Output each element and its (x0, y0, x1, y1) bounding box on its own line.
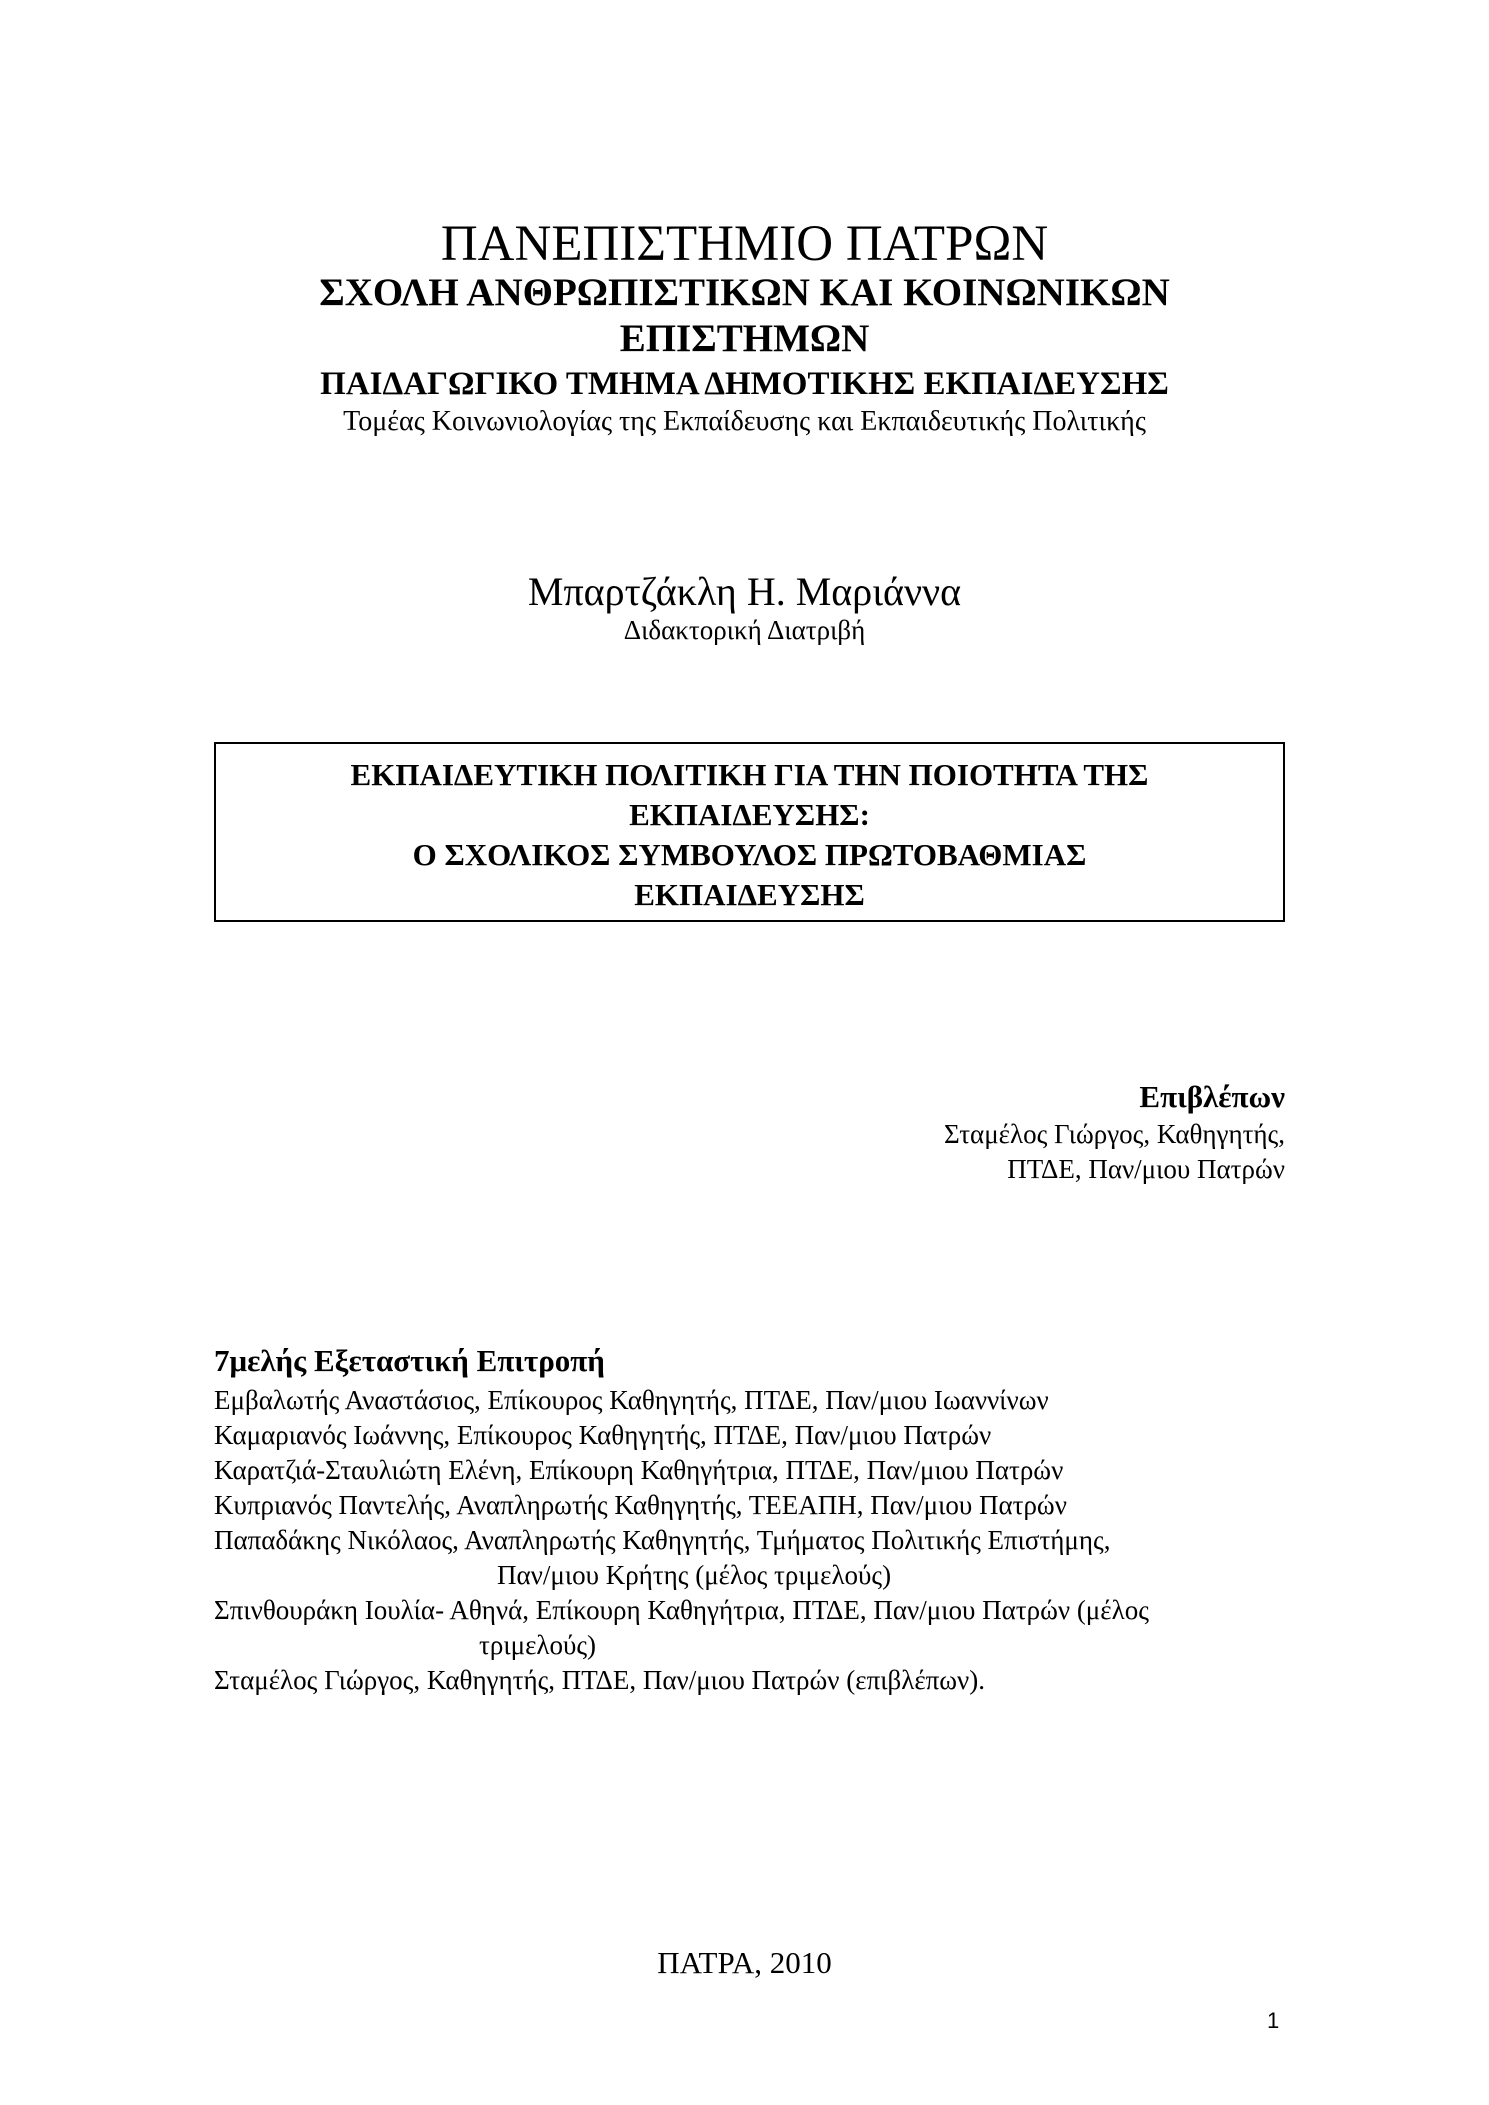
department-name: ΠΑΙΔΑΓΩΓΙΚΟ ΤΜΗΜΑ ΔΗΜΟΤΙΚΗΣ ΕΚΠΑΙΔΕΥΣΗΣ (320, 366, 1169, 402)
author-name: Μπαρτζάκλη Η. Μαριάννα (527, 569, 962, 614)
committee-member-continuation: Παν/μιου Κρήτης (μέλος τριμελούς) (497, 1560, 892, 1590)
thesis-type: Διδακτορική Διατριβή (623, 615, 866, 645)
page-number: 1 (1267, 2008, 1280, 2033)
thesis-title-line: Ο ΣΧΟΛΙΚΟΣ ΣΥΜΒΟΥΛΟΣ ΠΡΩΤΟΒΑΘΜΙΑΣ (412, 837, 1087, 872)
supervisor-heading: Επιβλέπων (1139, 1079, 1285, 1114)
thesis-title-line: ΕΚΠΑΙΔΕΥΤΙΚΗ ΠΟΛΙΤΙΚΗ ΓΙΑ ΤΗΝ ΠΟΙΟΤΗΤΑ ΤΗΣ (350, 757, 1149, 792)
committee-member: Καρατζιά-Σταυλιώτη Ελένη, Επίκουρη Καθηγήτρια, ΠΤΔΕ, Παν/μιου Πατρών (214, 1455, 1064, 1485)
school-name-line-1: ΣΧΟΛΗ ΑΝΘΡΩΠΙΣΤΙΚΩΝ ΚΑΙ ΚΟΙΝΩΝΙΚΩΝ (319, 271, 1170, 314)
committee-member: Καμαριανός Ιωάννης, Επίκουρος Καθηγητής, ΠΤΔΕ, Παν/μιου Πατρών (214, 1420, 992, 1450)
committee-member-continuation: τριμελούς) (479, 1630, 597, 1660)
thesis-title-line: ΕΚΠΑΙΔΕΥΣΗΣ: (629, 797, 870, 832)
thesis-title-line: ΕΚΠΑΙΔΕΥΣΗΣ (634, 877, 865, 912)
supervisor-block (944, 1077, 1285, 1187)
committee-member: Παπαδάκης Νικόλαος, Αναπληρωτής Καθηγητής, Τμήματος Πολιτικής Επιστήμης, (214, 1525, 1111, 1555)
supervisor-line: ΠΤΔΕ, Παν/μιου Πατρών (1007, 1154, 1285, 1184)
committee-member: Σπινθουράκη Ιουλία- Αθηνά, Επίκουρη Καθηγήτρια, ΠΤΔΕ, Παν/μιου Πατρών (μέλος (214, 1595, 1149, 1625)
university-name: ΠΑΝΕΠΙΣΤΗΜΙΟ ΠΑΤΡΩΝ (440, 216, 1049, 272)
division-name: Τομέας Κοινωνιολογίας της Εκπαίδευσης και Εκπαιδευτικής Πολιτικής (343, 406, 1146, 437)
committee-member: Κυπριανός Παντελής, Αναπληρωτής Καθηγητής, ΤΕΕΑΠΗ, Παν/μιου Πατρών (214, 1490, 1067, 1520)
thesis-title-box (214, 742, 1285, 922)
committee-member: Σταμέλος Γιώργος, Καθηγητής, ΠΤΔΕ, Παν/μιου Πατρών (επιβλέπων). (214, 1665, 986, 1695)
committee-block (214, 1341, 1294, 1698)
supervisor-line: Σταμέλος Γιώργος, Καθηγητής, (943, 1119, 1285, 1149)
committee-member: Εμβαλωτής Αναστάσιος, Επίκουρος Καθηγητής, ΠΤΔΕ, Παν/μιου Ιωαννίνων (214, 1385, 1049, 1415)
committee-heading: 7μελής Εξεταστική Επιτροπή (214, 1343, 605, 1378)
school-name-line-2: ΕΠΙΣΤΗΜΩΝ (619, 317, 870, 360)
place-and-date: ΠΑΤΡΑ, 2010 (657, 1945, 832, 1980)
